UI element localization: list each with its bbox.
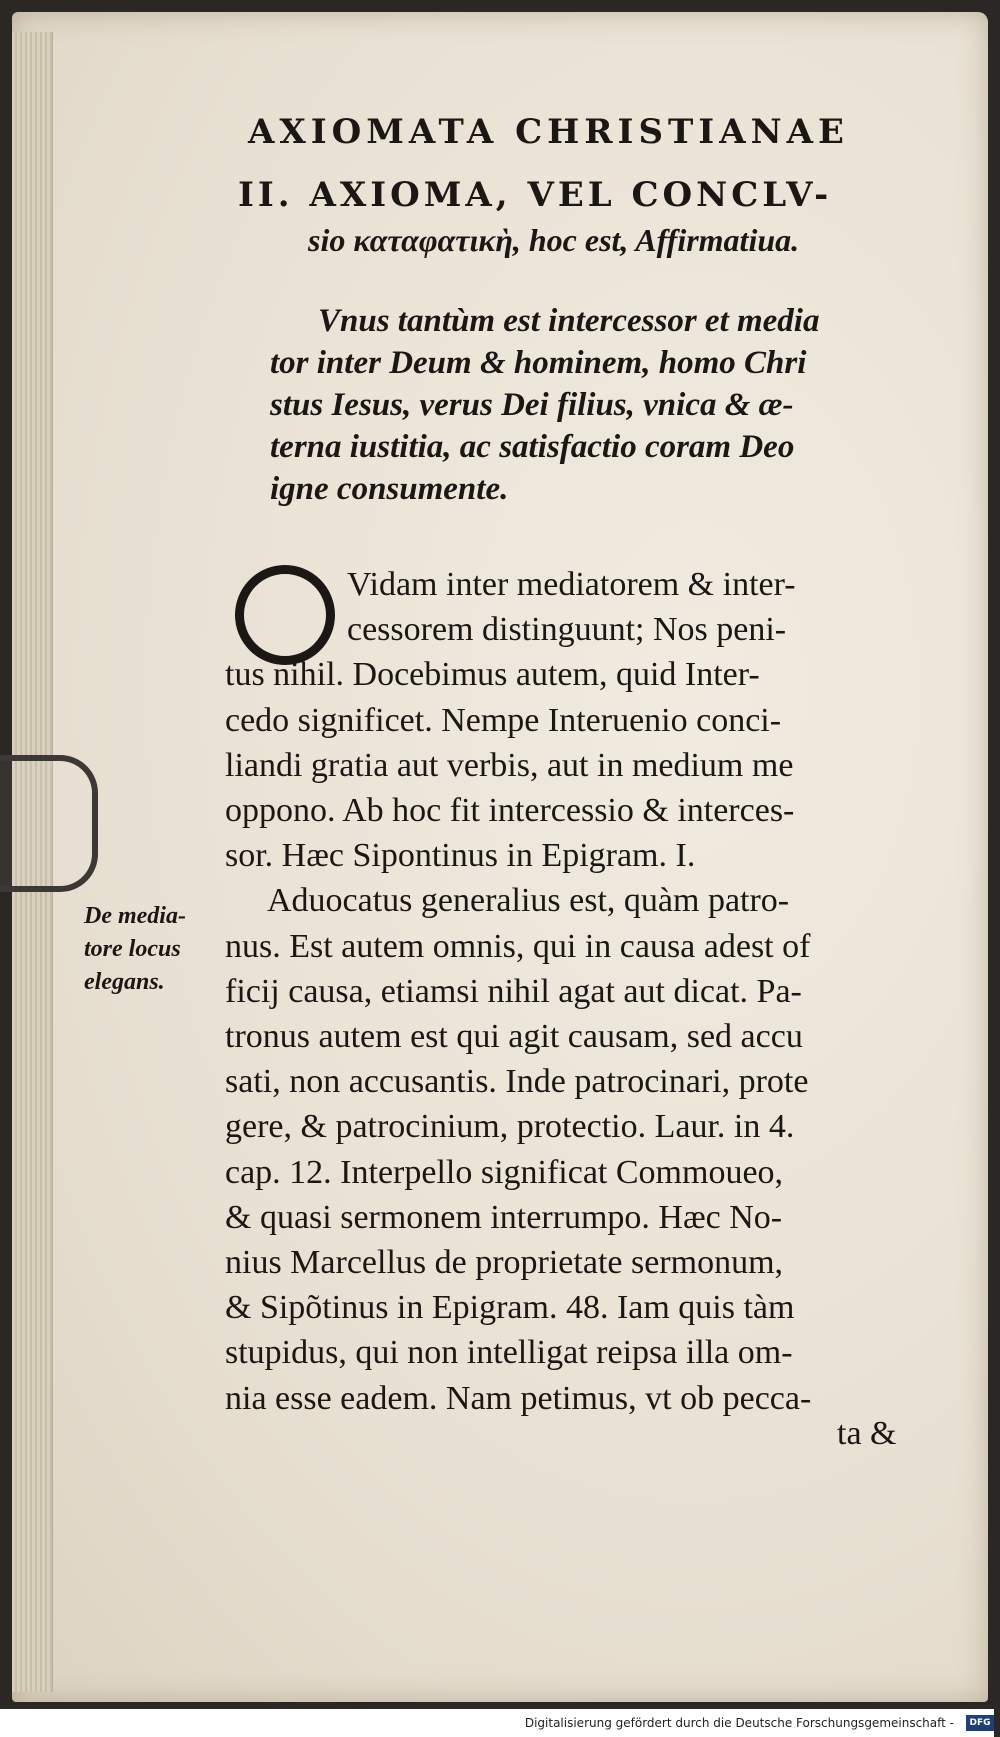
body-line: & Sipõtinus in Epigram. 48. Iam quis tàm <box>225 1289 795 1327</box>
proposition-line: Vnus tantùm est intercessor et media <box>318 303 820 339</box>
proposition-block <box>270 300 900 510</box>
proposition-line: igne consumente. <box>270 471 509 507</box>
proposition-line: terna iustitia, ac satisfactio coram Deo <box>270 429 795 465</box>
body-line: ficij causa, etiamsi nihil agat aut dicat. Pa- <box>225 972 802 1010</box>
body-text <box>225 562 915 1421</box>
page-clip <box>0 755 98 892</box>
marginal-note-line: De media- <box>84 903 186 929</box>
dfg-logo: DFG <box>966 1715 994 1731</box>
body-line: tronus autem est qui agit causam, sed accu <box>225 1018 803 1056</box>
body-line: nius Marcellus de proprietate sermonum, <box>225 1244 784 1282</box>
axiom-heading-line-1: II. AXIOMA, VEL CONCLV- <box>238 175 833 215</box>
body-line: cedo significet. Nempe Interuenio conci- <box>225 701 782 739</box>
proposition-line: tor inter Deum & hominem, homo Chri <box>270 345 807 381</box>
body-line: liandi gratia aut verbis, aut in medium me <box>225 746 794 784</box>
marginal-note-line: elegans. <box>84 969 165 995</box>
body-line: Vidam inter mediatorem & inter- <box>347 566 796 603</box>
body-line: stupidus, qui non intelligat reipsa illa om- <box>225 1334 793 1372</box>
body-line: Aduocatus generalius est, quàm patro- <box>267 882 790 920</box>
marginal-note <box>84 900 186 999</box>
body-line: gere, & patrocinium, protectio. Laur. in 4. <box>225 1108 795 1146</box>
marginal-note-line: tore locus <box>84 936 181 962</box>
body-line: cap. 12. Interpello significat Commoueo, <box>225 1153 784 1191</box>
body-line: & quasi sermonem interrumpo. Hæc No- <box>225 1198 783 1236</box>
body-line: nus. Est autem omnis, qui in causa adest of <box>225 927 811 965</box>
body-line: sati, non accusantis. Inde patrocinari, prote <box>225 1063 809 1101</box>
body-line: cessorem distinguunt; Nos peni- <box>347 611 787 649</box>
catchword: ta & <box>837 1415 897 1452</box>
body-line: nia esse eadem. Nam petimus, vt ob pecca- <box>225 1379 812 1417</box>
axiom-heading-line-2: sio καταφατικὴ, hoc est, Affirmatiua. <box>308 222 800 258</box>
body-line: tus nihil. Docebimus autem, quid Inter- <box>225 656 760 694</box>
body-line: sor. Hæc Sipontinus in Epigram. I. <box>225 837 696 875</box>
proposition-line: stus Iesus, verus Dei filius, vnica & æ- <box>270 387 794 423</box>
body-line: oppono. Ab hoc fit intercessio & interces- <box>225 792 795 830</box>
running-header: AXIOMATA CHRISTIANAE <box>248 112 849 152</box>
digitization-credit: Digitalisierung gefördert durch die Deutsche Forschungsgemeinschaft - <box>0 1709 994 1737</box>
